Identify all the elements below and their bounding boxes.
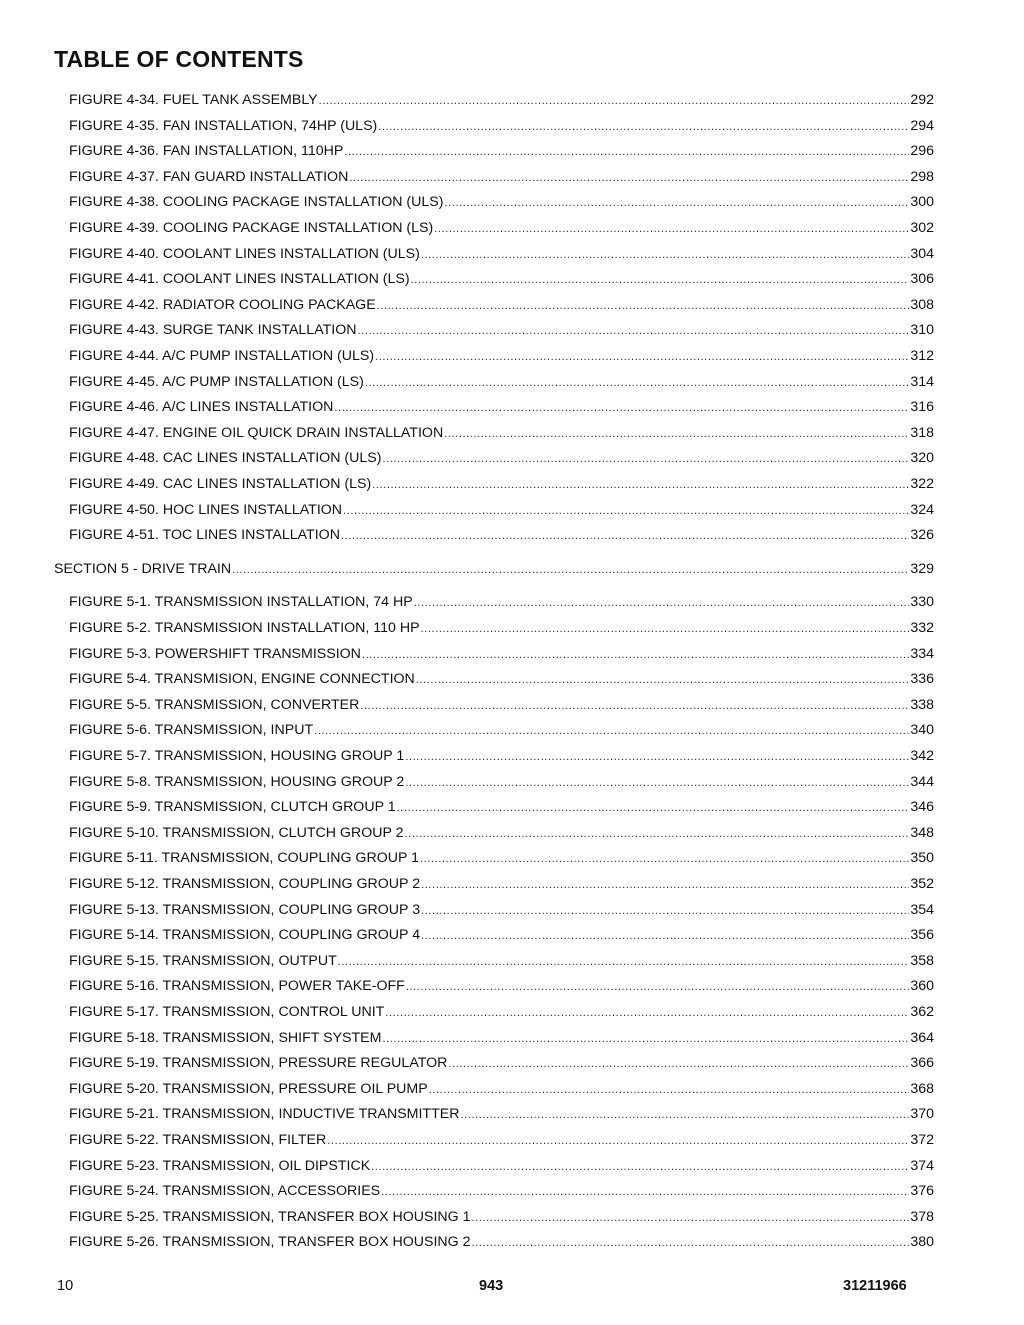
toc-entry-page: 372 xyxy=(910,1132,934,1148)
toc-entry-label: FIGURE 4-43. SURGE TANK INSTALLATION xyxy=(69,322,357,339)
toc-section-entry[interactable] xyxy=(54,560,934,579)
toc-entry-page: 344 xyxy=(910,773,934,790)
dot-leader xyxy=(385,1004,909,1022)
dot-leader xyxy=(414,594,910,612)
dot-leader xyxy=(420,850,909,868)
toc-figure-entry[interactable] xyxy=(69,952,934,971)
toc-figure-entry[interactable] xyxy=(69,798,934,817)
toc-entry-label: FIGURE 4-38. COOLING PACKAGE INSTALLATION (ULS) xyxy=(69,194,444,211)
dot-leader xyxy=(421,902,909,920)
footer-page-number: 10 xyxy=(57,1278,74,1294)
toc-entry-label: FIGURE 5-10. TRANSMISSION, CLUTCH GROUP 2 xyxy=(69,824,404,841)
toc-entry-page: 312 xyxy=(910,348,934,364)
toc-figure-entry[interactable] xyxy=(69,696,934,715)
toc-entry-label: FIGURE 4-34. FUEL TANK ASSEMBLY xyxy=(69,92,318,108)
toc-entry-page: 308 xyxy=(910,296,934,313)
toc-figure-entry[interactable] xyxy=(69,219,934,238)
toc-figure-entry[interactable] xyxy=(69,1054,934,1073)
dot-leader xyxy=(421,927,909,945)
dot-leader xyxy=(444,425,909,443)
toc-entry-label: FIGURE 5-2. TRANSMISSION INSTALLATION, 110 HP xyxy=(69,620,420,636)
dot-leader xyxy=(421,246,910,264)
toc-entry-label: FIGURE 4-42. RADIATOR COOLING PACKAGE xyxy=(69,296,376,313)
toc-entry-label: FIGURE 4-51. TOC LINES INSTALLATION xyxy=(69,527,340,544)
dot-leader xyxy=(365,374,909,392)
toc-figure-entry[interactable] xyxy=(69,245,934,264)
toc-entry-page: 326 xyxy=(910,527,934,544)
toc-entry-label: FIGURE 5-26. TRANSMISSION, TRANSFER BOX HOUSING 2 xyxy=(69,1234,471,1251)
toc-entry-page: 298 xyxy=(910,168,934,185)
toc-entry-page: 338 xyxy=(910,696,934,713)
dot-leader xyxy=(397,799,910,817)
dot-leader xyxy=(362,646,909,664)
toc-entry-page: 320 xyxy=(910,450,934,467)
dot-leader xyxy=(411,271,910,289)
toc-entry-page: 374 xyxy=(910,1157,934,1174)
toc-entry-page: 348 xyxy=(910,824,934,841)
toc-figure-entry[interactable] xyxy=(69,449,934,468)
toc-figure-entry[interactable] xyxy=(69,398,934,417)
toc-figure-entry[interactable] xyxy=(69,424,934,443)
dot-leader xyxy=(378,118,909,136)
toc-entry-label: FIGURE 5-3. POWERSHIFT TRANSMISSION xyxy=(69,645,361,662)
toc-entry-page: 380 xyxy=(910,1234,934,1251)
dot-leader xyxy=(444,194,909,212)
toc-entry-page: 294 xyxy=(910,117,934,134)
toc-figure-entry[interactable] xyxy=(69,501,934,520)
dot-leader xyxy=(405,748,909,766)
toc-entry-page: 350 xyxy=(910,850,934,867)
dot-leader xyxy=(338,953,910,971)
toc-entry-page: 342 xyxy=(910,748,934,764)
toc-figure-entry[interactable] xyxy=(69,619,934,638)
toc-entry-page: 360 xyxy=(910,978,934,995)
dot-leader xyxy=(372,476,909,494)
toc-entry-page: 324 xyxy=(910,501,934,518)
toc-entry-label: FIGURE 4-47. ENGINE OIL QUICK DRAIN INSTALLATION xyxy=(69,424,444,441)
toc-figure-entry[interactable] xyxy=(69,117,934,136)
dot-leader xyxy=(327,1132,909,1150)
toc-entry-label: FIGURE 4-36. FAN INSTALLATION, 110HP xyxy=(69,143,344,160)
toc-figure-entry[interactable] xyxy=(69,926,934,945)
toc-figure-entry[interactable] xyxy=(69,1003,934,1022)
dot-leader xyxy=(314,722,909,740)
toc-figure-entry[interactable] xyxy=(69,1208,934,1227)
toc-entry-label: FIGURE 5-20. TRANSMISSION, PRESSURE OIL PUMP xyxy=(69,1080,428,1097)
toc-entry-label: FIGURE 4-50. HOC LINES INSTALLATION xyxy=(69,501,343,518)
toc-entry-page: 334 xyxy=(910,645,934,662)
toc-entry-page: 368 xyxy=(910,1080,934,1097)
toc-entry-label: SECTION 5 - DRIVE TRAIN xyxy=(54,560,232,577)
toc-entry-page: 304 xyxy=(910,245,934,262)
toc-entry-label: FIGURE 4-37. FAN GUARD INSTALLATION xyxy=(69,168,349,185)
dot-leader xyxy=(434,220,909,238)
dot-leader xyxy=(343,502,909,520)
toc-figure-entry[interactable] xyxy=(69,747,934,766)
toc-entry-page: 352 xyxy=(910,876,934,892)
toc-figure-entry[interactable] xyxy=(69,977,934,996)
dot-leader xyxy=(406,978,910,996)
dot-leader xyxy=(448,1055,909,1073)
toc-entry-label: FIGURE 5-21. TRANSMISSION, INDUCTIVE TRANSMITTER xyxy=(69,1106,460,1123)
toc-entry-label: FIGURE 4-46. A/C LINES INSTALLATION xyxy=(69,399,334,416)
toc-entry-label: FIGURE 5-18. TRANSMISSION, SHIFT SYSTEM xyxy=(69,1029,382,1046)
toc-entry-label: FIGURE 5-5. TRANSMISSION, CONVERTER xyxy=(69,696,360,713)
toc-figure-entry[interactable] xyxy=(69,526,934,545)
toc-entry-label: FIGURE 4-44. A/C PUMP INSTALLATION (ULS) xyxy=(69,348,375,364)
dot-leader xyxy=(344,143,909,161)
toc-entry-label: FIGURE 5-11. TRANSMISSION, COUPLING GROUP 1 xyxy=(69,850,420,867)
dot-leader xyxy=(382,450,909,468)
dot-leader xyxy=(360,697,909,715)
toc-entry-page: 376 xyxy=(910,1183,934,1200)
toc-figure-entry[interactable] xyxy=(69,670,934,689)
toc-entry-page: 378 xyxy=(910,1208,934,1225)
toc-entry-label: FIGURE 4-48. CAC LINES INSTALLATION (ULS) xyxy=(69,450,382,467)
toc-entry-label: FIGURE 4-49. CAC LINES INSTALLATION (LS) xyxy=(69,476,372,492)
toc-entry-label: FIGURE 5-23. TRANSMISSION, OIL DIPSTICK xyxy=(69,1157,371,1174)
dot-leader xyxy=(421,876,909,894)
toc-figure-entry[interactable] xyxy=(69,1105,934,1124)
toc-entry-page: 310 xyxy=(910,322,934,339)
dot-leader xyxy=(358,322,910,340)
toc-entry-label: FIGURE 5-22. TRANSMISSION, FILTER xyxy=(69,1132,327,1148)
toc-figure-entry[interactable] xyxy=(69,901,934,920)
toc-figure-entry[interactable] xyxy=(69,875,934,894)
toc-figure-entry[interactable] xyxy=(69,373,934,392)
toc-entry-page: 356 xyxy=(910,927,934,944)
toc-entry-page: 332 xyxy=(910,620,934,636)
toc-entry-page: 329 xyxy=(910,560,934,577)
toc-figure-entry[interactable] xyxy=(69,347,934,366)
dot-leader xyxy=(416,671,910,689)
toc-entry-label: FIGURE 5-7. TRANSMISSION, HOUSING GROUP 1 xyxy=(69,748,405,764)
toc-entry-page: 362 xyxy=(910,1004,934,1020)
toc-entry-page: 370 xyxy=(910,1106,934,1123)
toc-figure-entry[interactable] xyxy=(69,849,934,868)
dot-leader xyxy=(472,1234,910,1252)
toc-figure-entry[interactable] xyxy=(69,773,934,792)
toc-entry-page: 346 xyxy=(910,799,934,816)
toc-entry-label: FIGURE 5-25. TRANSMISSION, TRANSFER BOX HOUSING 1 xyxy=(69,1208,471,1225)
dot-leader xyxy=(349,169,909,187)
toc-figure-entry[interactable] xyxy=(69,321,934,340)
toc-entry-label: FIGURE 5-17. TRANSMISSION, CONTROL UNIT xyxy=(69,1004,385,1020)
dot-leader xyxy=(319,92,910,110)
toc-entry-page: 292 xyxy=(910,92,934,108)
toc-figure-entry[interactable] xyxy=(69,1131,934,1150)
toc-figure-entry[interactable] xyxy=(69,824,934,843)
toc-entry-label: FIGURE 5-9. TRANSMISSION, CLUTCH GROUP 1 xyxy=(69,799,396,816)
toc-entry-label: FIGURE 5-19. TRANSMISSION, PRESSURE REGULATOR xyxy=(69,1055,448,1072)
toc-entry-label: FIGURE 5-8. TRANSMISSION, HOUSING GROUP 2 xyxy=(69,773,405,790)
toc-entry-page: 296 xyxy=(910,143,934,160)
toc-entry-page: 354 xyxy=(910,901,934,918)
dot-leader xyxy=(232,561,909,579)
dot-leader xyxy=(460,1106,909,1124)
toc-figure-entry[interactable] xyxy=(69,296,934,315)
toc-entry-label: FIGURE 5-12. TRANSMISSION, COUPLING GROUP 2 xyxy=(69,876,421,892)
toc-entry-page: 322 xyxy=(910,476,934,492)
toc-entry-page: 366 xyxy=(910,1055,934,1072)
dot-leader xyxy=(382,1030,909,1048)
toc-figure-entry[interactable] xyxy=(69,721,934,740)
toc-entry-label: FIGURE 4-45. A/C PUMP INSTALLATION (LS) xyxy=(69,373,364,390)
dot-leader xyxy=(405,774,909,792)
toc-entry-page: 300 xyxy=(910,194,934,211)
dot-leader xyxy=(381,1183,909,1201)
dot-leader xyxy=(341,527,909,545)
toc-figure-entry[interactable] xyxy=(69,1157,934,1176)
toc-entry-label: FIGURE 5-4. TRANSMISION, ENGINE CONNECTION xyxy=(69,671,415,688)
toc-figure-entry[interactable] xyxy=(69,168,934,187)
toc-entry-page: 336 xyxy=(910,671,934,688)
toc-entry-page: 314 xyxy=(910,373,934,390)
toc-entry-label: FIGURE 5-6. TRANSMISSION, INPUT xyxy=(69,722,314,739)
toc-figure-entry[interactable] xyxy=(69,193,934,212)
toc-entry-label: FIGURE 5-14. TRANSMISSION, COUPLING GROUP 4 xyxy=(69,927,421,944)
dot-leader xyxy=(429,1081,910,1099)
toc-entry-label: FIGURE 5-16. TRANSMISSION, POWER TAKE-OFF xyxy=(69,978,405,995)
toc-figure-entry[interactable] xyxy=(69,1182,934,1201)
toc-entry-page: 306 xyxy=(910,271,934,288)
toc-figure-entry[interactable] xyxy=(69,645,934,664)
toc-figure-entry[interactable] xyxy=(69,142,934,161)
dot-leader xyxy=(421,620,910,638)
toc-entry-page: 364 xyxy=(910,1029,934,1046)
toc-figure-entry[interactable] xyxy=(69,593,934,612)
toc-figure-entry[interactable] xyxy=(69,270,934,289)
dot-leader xyxy=(377,297,910,315)
toc-entry-page: 358 xyxy=(910,952,934,969)
page-title: TABLE OF CONTENTS xyxy=(54,46,304,72)
dot-leader xyxy=(472,1209,910,1227)
toc-figure-entry[interactable] xyxy=(69,475,934,494)
footer-document-number: 31211966 xyxy=(843,1278,907,1294)
toc-entry-page: 302 xyxy=(910,220,934,236)
toc-entry-label: FIGURE 5-1. TRANSMISSION INSTALLATION, 74 HP xyxy=(69,594,413,611)
toc-entry-page: 330 xyxy=(910,594,934,611)
toc-figure-entry[interactable] xyxy=(69,91,934,110)
toc-entry-label: FIGURE 5-13. TRANSMISSION, COUPLING GROUP 3 xyxy=(69,901,421,918)
footer-center-number: 943 xyxy=(479,1278,504,1294)
toc-entry-page: 318 xyxy=(910,424,934,441)
toc-figure-entry[interactable] xyxy=(69,1080,934,1099)
toc-entry-label: FIGURE 4-39. COOLING PACKAGE INSTALLATION (LS) xyxy=(69,220,434,236)
dot-leader xyxy=(334,399,909,417)
toc-entry-label: FIGURE 5-15. TRANSMISSION, OUTPUT xyxy=(69,952,337,969)
toc-entry-label: FIGURE 5-24. TRANSMISSION, ACCESSORIES xyxy=(69,1183,381,1200)
toc-figure-entry[interactable] xyxy=(69,1233,934,1252)
dot-leader xyxy=(371,1158,909,1176)
dot-leader xyxy=(405,825,910,843)
toc-entry-label: FIGURE 4-40. COOLANT LINES INSTALLATION (ULS) xyxy=(69,245,420,262)
toc-entry-label: FIGURE 4-41. COOLANT LINES INSTALLATION (LS) xyxy=(69,271,410,288)
toc-figure-entry[interactable] xyxy=(69,1029,934,1048)
toc-entry-label: FIGURE 4-35. FAN INSTALLATION, 74HP (ULS) xyxy=(69,117,378,134)
toc-entry-page: 316 xyxy=(910,399,934,416)
toc-entry-page: 340 xyxy=(910,722,934,739)
dot-leader xyxy=(375,348,909,366)
